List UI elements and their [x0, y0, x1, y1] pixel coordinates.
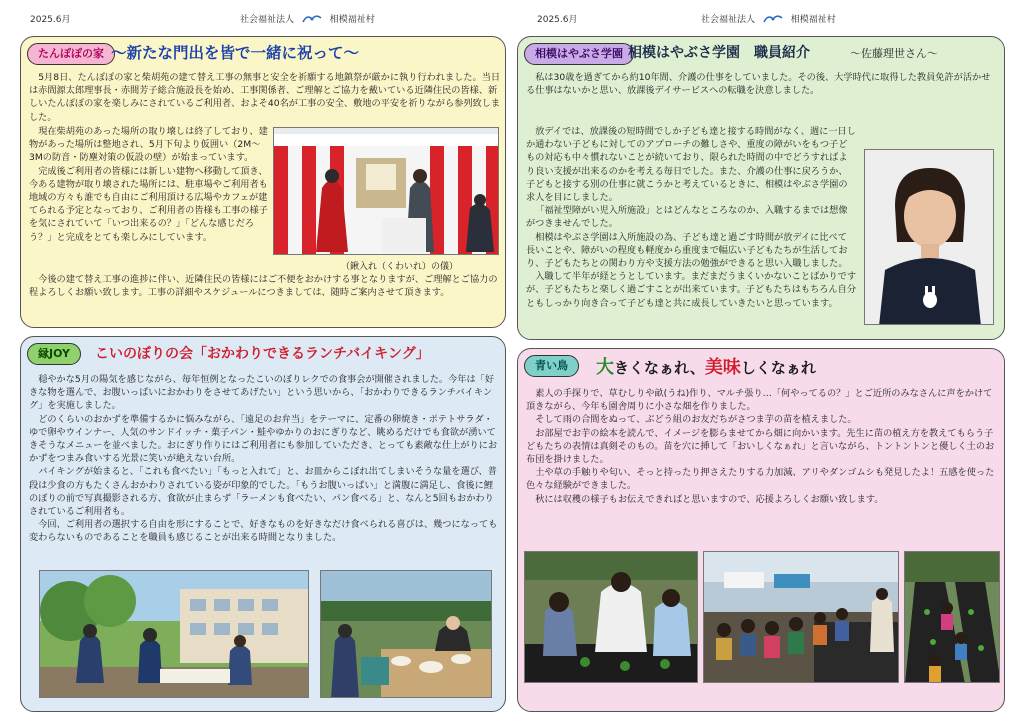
left-page-header: [30, 12, 500, 28]
staff-portrait-image: [865, 150, 994, 325]
title-part: しくなぁれ: [740, 359, 816, 377]
title-part: きくなぁれ、: [614, 359, 705, 377]
planting-photo-1: [524, 551, 698, 683]
organization-line: [701, 12, 836, 25]
photo-caption: （鍬入れ（くわいれ）の儀）: [341, 262, 459, 272]
ground-breaking-photo: [273, 127, 499, 255]
article-badge: 青い鳥: [524, 355, 579, 377]
paragraph: 素人の手探りで、草むしりや畝(うね)作り、マルチ張り…「何やってるの？」とご近所のみなさんに声をかけて頂きながら、今年も園舎周りに小さな畑を作りました。: [526, 388, 993, 413]
paragraph: 5月8日、たんぽぽの家と柴胡苑の建て替え工事の無事と安全を祈願する地鎮祭が厳かに執り行われました。当日は赤間源太郎理事長・赤間芳子総合施設長を始め、工事関係者、ご理解とご協力を戴いている近隣住民の皆様、新しいたんぽぽの家を楽しみにされているご利用者、およそ40名が工事の安全、敷地の平安を祈りながら参列致しました。: [29, 72, 501, 123]
article-title: 相模はやぶさ学園 職員紹介: [628, 45, 810, 61]
article-enjoy-panel: [20, 336, 506, 712]
paragraph: 土や草の手触りや匂い、そっと持ったり押さえたりする力加減、アリやダンゴムシも発見したよ！五感を使った色々な経験ができました。: [526, 467, 995, 492]
paragraph: 今回、ご利用者の選択する自由を形にすることで、好きなものを好きなだけ食べられる喜びは、幾つになっても変わらないものであることを職員も感じることが出来る時間となりました。: [29, 519, 498, 544]
organization-line: [240, 12, 375, 25]
class-at-field-image: [704, 552, 899, 683]
facility-name: 相模福祉村: [790, 15, 836, 25]
title-part: 大: [596, 357, 614, 378]
staff-portrait-photo: [864, 149, 994, 325]
article-badge: 相模はやぶさ学園: [524, 43, 634, 65]
paragraph: 私は30歳を過ぎてから約10年間、介護の仕事をしていました。その後、大学時代に取得した教員免許が活かせる仕事はないかと思い、放課後デイサービスへの転職を決意しました。: [526, 72, 991, 97]
planting-photo-2: [703, 551, 899, 683]
paragraph: 今後の建て替え工事の進捗に伴い、近隣住民の皆様にはご不便をおかけする事となりますが、ご理解とご協力の程よろしくお願い致します。工事の詳細やスケジュールにつきましては、随時ご案内させて頂きます。: [29, 274, 498, 299]
issue-date: 2025.6月: [30, 15, 71, 25]
paragraph: お部屋でお芋の絵本を読んで、イメージを膨らませてから畑に向かいます。先生に苗の植え方を教えてもらう子どもたちの表情は真剣そのもの。苗を穴に挿して「おいしくなぁれ」と言いながら、トントントンと優しく土のお布団を掛けました。: [526, 427, 995, 466]
organization-label: 社会福祉法人: [240, 15, 295, 25]
ceremony-tent-image: [274, 128, 499, 255]
paragraph: バイキングが始まると、「これも食べたい」「もっと入れて」と、お皿からこぼれ出てしまいそうな量を選び、普段は少食の方もたくさんおかわりされている姿が印象的でした。「もうお腹いっぱい」と満腹に満足し、食後に鯉のぼりの前で写真撮影される方、食欲が止まらず「ラーメンも食べたい、パン食べる」と、なんと5回もおかわりされているご利用者も。: [29, 466, 497, 518]
lunch-outdoor-photo: [39, 570, 309, 698]
article-hayabusa-panel: [517, 36, 1005, 340]
logo-icon: [301, 13, 323, 24]
organization-label: 社会福祉法人: [701, 15, 756, 25]
facility-name: 相模福祉村: [329, 15, 375, 25]
field-rows-image: [905, 552, 1000, 683]
planting-photo-3: [904, 551, 1000, 683]
article-aoitori-panel: [517, 348, 1005, 712]
article-body-closing: [29, 273, 501, 299]
paragraph: 「福祉型障がい児入所施設」とはどんなところなのか、入職するまでは想像がつきませんでした。: [526, 205, 848, 230]
article-title: [596, 353, 816, 379]
title-part: 美味: [704, 357, 741, 378]
article-title: こいのぼりの会「おかわりできるランチバイキング」: [95, 346, 430, 362]
outdoor-buffet-image: [40, 571, 309, 698]
right-page-header: [537, 12, 1007, 28]
children-planting-image: [525, 552, 698, 683]
article-body: [29, 71, 501, 124]
paragraph: 現在柴胡苑のあった場所の取り壊しは終了しており、建物があった場所は整地され、5月下旬より仮囲い（2M～3Mの防音・防塵対策の仮設の壁）が始まっています。: [29, 126, 268, 164]
paragraph: そして雨の合間をぬって、ぶどう組のお友だちがさつま芋の苗を植えました。: [535, 414, 857, 426]
article-body-wrapped: [526, 125, 856, 310]
article-body: [29, 373, 501, 545]
article-body: [526, 387, 998, 506]
paragraph: 秋には収穫の様子もお伝えできればと思いますので、応援よろしくお願い致します。: [535, 493, 884, 505]
article-badge: 縁JOY: [27, 343, 81, 365]
article-badge: たんぽぽの家: [27, 43, 115, 65]
article-title: ～新たな門出を皆で一緒に祝って～: [111, 44, 360, 62]
paragraph: 入職して半年が経とうとしています。まだまだうまくいかないことばかりですが、子どもたちと楽しく過ごすことが出来ています。子どもたちはもちろん自分ともしっかり向き合って子ども達と共に成長していきたいと思っています。: [526, 271, 857, 309]
paragraph: 放デイでは、放課後の短時間でしか子ども達と接する時間がなく、週に一日しか通わない子どもに対してのアプローチの難しさや、重度の障がいをもつ子どもの対応も中々慣れないことが続いており、限られた時間の中でどうすればより良い支援が出来るのかを考える毎日でした。また、介護の仕事に戻ろうか、子どもと接する別の仕事に就こうかと考えているときに、相模はやぶさ学園の求人を目にしました。: [526, 126, 856, 204]
paragraph: 穏やかな5月の陽気を感じながら、毎年恒例となったこいのぼりレクでの食事会が開催されました。今年は「好きな物を選んで、お腹いっぱいにおかわりをさせてあげたい」という思いから、「おかわりできるランチバイキング」を実施しました。: [29, 374, 495, 412]
article-body: [526, 71, 998, 97]
paragraph: どのくらいのおかずを準備するかに悩みながら、「遠足のお弁当」をテーマに、定番の卵焼き・ポテトサラダ・ゆで卵やウインナー、人気のサンドイッチ・菓子パン・鮭やゆかりのおにぎりなど、眺めるだけでも食欲が湧いてきそうなメニューを並べました。おにぎり作りにはご利用者にも参加していただき、とっても素敵な仕上がりにおかずをつまみ食いする光景に笑いが絶えない台所。: [29, 413, 498, 465]
lunch-table-photo: [320, 570, 492, 698]
article-tanpopo-panel: [20, 36, 506, 328]
article-subtitle: ～佐藤理世さん～: [850, 47, 938, 60]
buffet-table-image: [321, 571, 492, 698]
logo-icon: [762, 13, 784, 24]
issue-date: 2025.6月: [537, 15, 578, 25]
paragraph: 相模はやぶさ学園は入所施設の為、子ども達と過ごす時間が放デイに比べて長いことや、障がいの程度も軽度から重度まで幅広い子どもたちが生活しており、子どもたちとの関わり方や支援方法の勉強ができると思い入職しました。: [526, 231, 848, 270]
paragraph: 完成後ご利用者の皆様には新しい建物へ移動して頂き、今ある建物が取り壊された場所には、駐車場やご利用者も地域の方々も誰でも自由にご利用頂ける広場やカフェが建てられる予定となっており、ご利用者の皆様も工事の様子を気にされていて「いつ出来るの？」「どんな感じだろう？」と完成をとても楽しみにしています。: [29, 165, 268, 243]
article-body-wrapped: [29, 125, 273, 244]
